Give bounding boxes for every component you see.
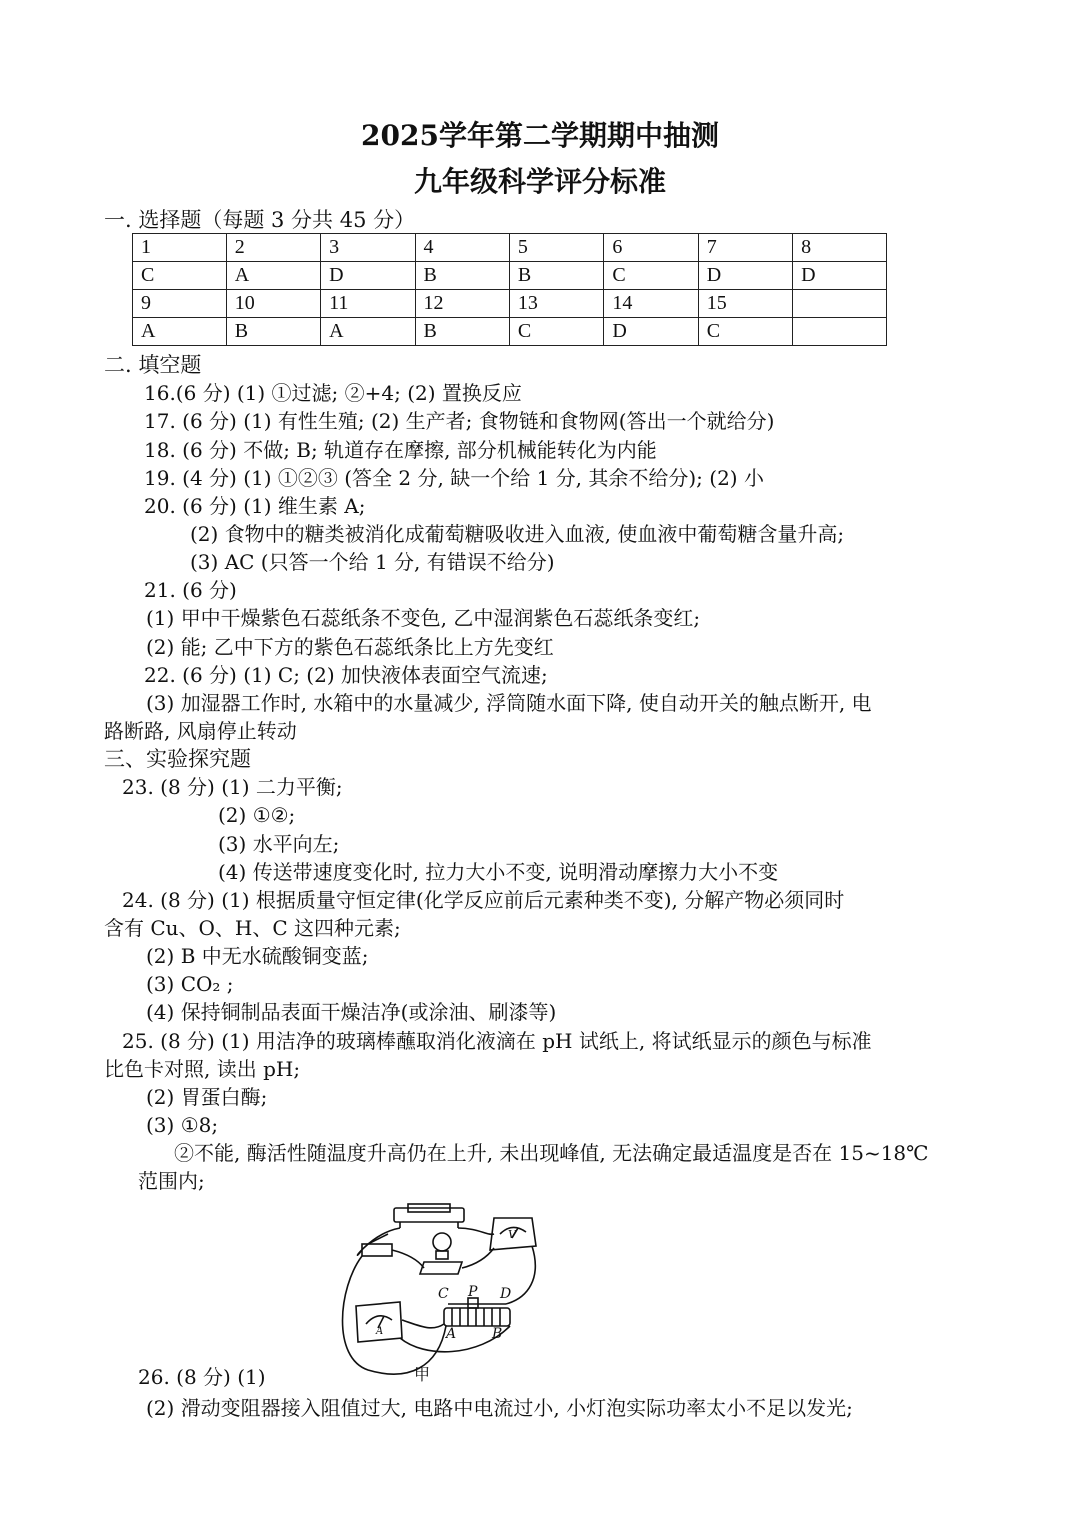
label-b: B bbox=[492, 1326, 503, 1342]
answer-line: 20. (6 分) (1) 维生素 A; bbox=[144, 494, 366, 518]
answer-line: (4) 保持铜制品表面干燥洁净(或涂油、刷漆等) bbox=[146, 1000, 557, 1024]
section2-heading: 二. 填空题 bbox=[104, 353, 202, 377]
table-cell: D bbox=[698, 262, 792, 290]
table-cell: 4 bbox=[415, 234, 509, 262]
label-a: A bbox=[446, 1326, 457, 1342]
label-ammeter: A bbox=[376, 1326, 384, 1337]
answer-line: (2) ①②; bbox=[218, 803, 296, 827]
answer-line: 26. (8 分) (1) bbox=[138, 1365, 266, 1389]
table-cell bbox=[793, 290, 887, 318]
table-cell: 13 bbox=[509, 290, 603, 318]
answer-line: (3) AC (只答一个给 1 分, 有错误不给分) bbox=[190, 550, 555, 574]
answer-line: 21. (6 分) bbox=[144, 578, 237, 602]
answer-line: 路断路, 风扇停止转动 bbox=[104, 719, 297, 743]
table-cell: 3 bbox=[321, 234, 415, 262]
answer-line: 17. (6 分) (1) 有性生殖; (2) 生产者; 食物链和食物网(答出一个就给分) bbox=[144, 409, 775, 433]
table-cell: 7 bbox=[698, 234, 792, 262]
answer-line: (3) CO₂ ; bbox=[146, 972, 234, 996]
answer-line: (3) 水平向左; bbox=[218, 832, 340, 856]
lamp-icon bbox=[420, 1233, 462, 1274]
page-title: 2025学年第二学期期中抽测 bbox=[361, 119, 719, 152]
table-cell: D bbox=[793, 262, 887, 290]
answer-line: (2) 胃蛋白酶; bbox=[146, 1085, 268, 1109]
answer-line: 18. (6 分) 不做; B; 轨道存在摩擦, 部分机械能转化为内能 bbox=[144, 438, 657, 462]
table-cell: B bbox=[509, 262, 603, 290]
answer-line: 含有 Cu、O、H、C 这四种元素; bbox=[104, 916, 401, 940]
table-cell: C bbox=[698, 318, 792, 346]
answer-line: ②不能, 酶活性随温度升高仍在上升, 未出现峰值, 无法确定最适温度是否在 15~18℃ bbox=[174, 1141, 929, 1165]
table-cell: D bbox=[604, 318, 698, 346]
section3-heading: 三、实验探究题 bbox=[104, 747, 251, 771]
table-cell: A bbox=[226, 262, 320, 290]
table-cell: 2 bbox=[226, 234, 320, 262]
answer-line: 25. (8 分) (1) 用洁净的玻璃棒蘸取消化液滴在 pH 试纸上, 将试纸显示的颜色与标准 bbox=[122, 1029, 872, 1053]
answer-line: (2) 食物中的糖类被消化成葡萄糖吸收进入血液, 使血液中葡萄糖含量升高; bbox=[190, 522, 845, 546]
table-row bbox=[133, 318, 887, 346]
table-cell: B bbox=[415, 262, 509, 290]
battery-icon bbox=[394, 1204, 464, 1228]
label-d: D bbox=[500, 1286, 512, 1302]
table-cell: 6 bbox=[604, 234, 698, 262]
table-cell: 15 bbox=[698, 290, 792, 318]
answer-line: (4) 传送带速度变化时, 拉力大小不变, 说明滑动摩擦力大小不变 bbox=[218, 860, 779, 884]
circuit-diagram bbox=[328, 1198, 560, 1384]
table-cell: 11 bbox=[321, 290, 415, 318]
table-cell: 8 bbox=[793, 234, 887, 262]
figure-caption: 甲 bbox=[414, 1365, 431, 1384]
answer-line: 19. (4 分) (1) ①②③ (答全 2 分, 缺一个给 1 分, 其余不给分); (2) 小 bbox=[144, 466, 764, 490]
answer-line: (2) 滑动变阻器接入阻值过大, 电路中电流过小, 小灯泡实际功率太小不足以发光; bbox=[146, 1396, 853, 1420]
answer-line: 比色卡对照, 读出 pH; bbox=[104, 1057, 301, 1081]
label-p: P bbox=[468, 1284, 478, 1300]
page-subtitle: 九年级科学评分标准 bbox=[413, 165, 666, 198]
table-cell: 14 bbox=[604, 290, 698, 318]
section1-heading: 一. 选择题（每题 3 分共 45 分） bbox=[104, 208, 416, 232]
answer-line: 23. (8 分) (1) 二力平衡; bbox=[122, 775, 343, 799]
table-cell: 1 bbox=[133, 234, 227, 262]
rheostat-icon bbox=[444, 1298, 510, 1326]
table-row bbox=[133, 234, 887, 262]
answer-line: (3) ①8; bbox=[146, 1113, 219, 1137]
answer-line: (1) 甲中干燥紫色石蕊纸条不变色, 乙中湿润紫色石蕊纸条变红; bbox=[146, 606, 701, 630]
answer-line: 16.(6 分) (1) ①过滤; ②+4; (2) 置换反应 bbox=[144, 381, 522, 405]
table-cell: A bbox=[321, 318, 415, 346]
table-cell: D bbox=[321, 262, 415, 290]
table-cell: B bbox=[415, 318, 509, 346]
answer-line: 22. (6 分) (1) C; (2) 加快液体表面空气流速; bbox=[144, 663, 548, 687]
table-cell bbox=[793, 318, 887, 346]
answer-line: 范围内; bbox=[138, 1169, 205, 1193]
table-cell: C bbox=[509, 318, 603, 346]
table-cell: 12 bbox=[415, 290, 509, 318]
label-v: V bbox=[508, 1228, 516, 1241]
table-cell: B bbox=[226, 318, 320, 346]
table-cell: A bbox=[133, 318, 227, 346]
table-cell: 5 bbox=[509, 234, 603, 262]
answer-line: 24. (8 分) (1) 根据质量守恒定律(化学反应前后元素种类不变), 分解产物必须同时 bbox=[122, 888, 845, 912]
answer-line: (2) 能; 乙中下方的紫色石蕊纸条比上方先变红 bbox=[146, 635, 554, 659]
answer-table bbox=[132, 233, 887, 346]
table-cell: C bbox=[604, 262, 698, 290]
table-row bbox=[133, 290, 887, 318]
answer-line: (2) B 中无水硫酸铜变蓝; bbox=[146, 944, 369, 968]
answer-line: (3) 加湿器工作时, 水箱中的水量减少, 浮筒随水面下降, 使自动开关的触点断开, 电 bbox=[146, 691, 872, 715]
table-row bbox=[133, 262, 887, 290]
table-cell: C bbox=[133, 262, 227, 290]
label-c: C bbox=[438, 1286, 449, 1302]
table-cell: 10 bbox=[226, 290, 320, 318]
table-cell: 9 bbox=[133, 290, 227, 318]
